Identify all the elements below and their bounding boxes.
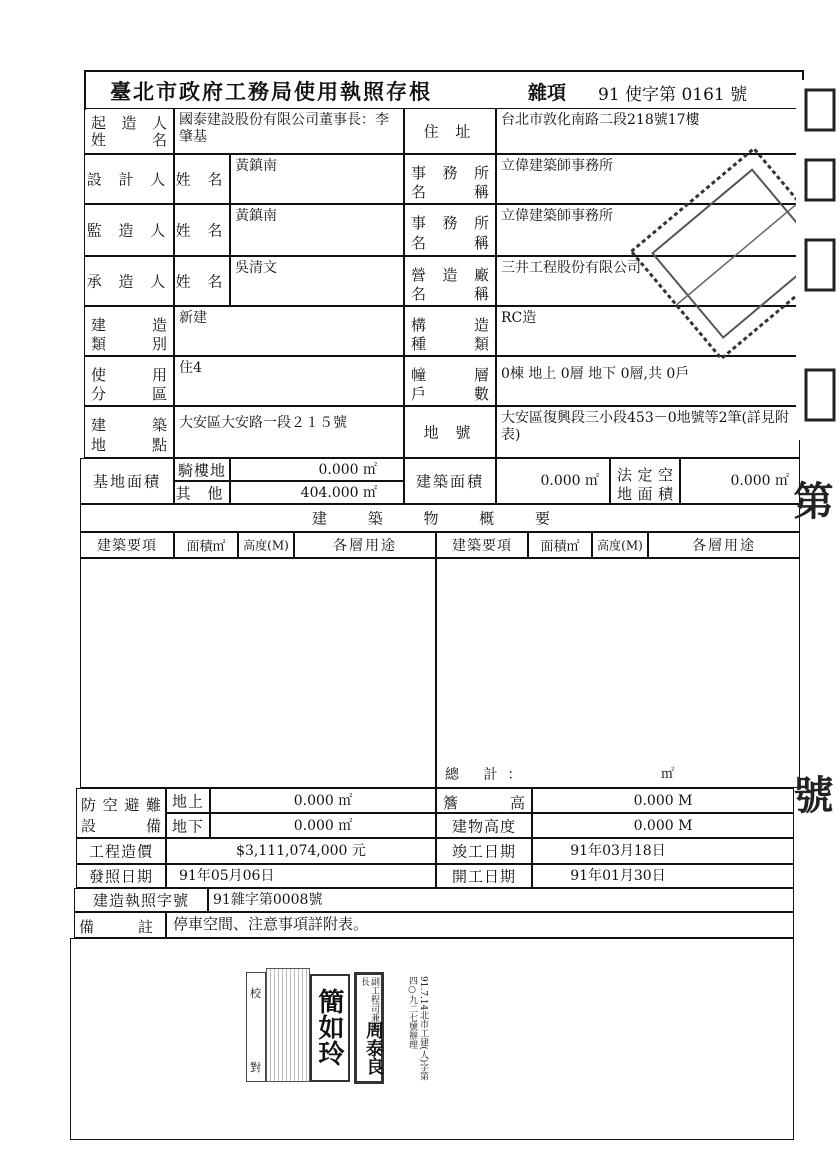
applicant-value: 國泰建設股份有限公司董事長：李肇基: [174, 108, 404, 154]
structure-value: RC造: [496, 306, 800, 356]
designer-office-label: 事 務 所 名 稱: [404, 154, 496, 204]
approval-stamps: [246, 968, 430, 1088]
supervisor-office: 立偉建築師事務所: [496, 204, 800, 256]
start-date-value: 91年01月30日: [532, 864, 794, 888]
permit-number: 91 使字第 0161 號: [598, 85, 748, 105]
remarks-value: 停車空間、注意事項詳附表。: [166, 912, 794, 938]
building-type-label: 建 造 類 別: [84, 306, 174, 356]
issue-date-label: 發照日期: [76, 864, 166, 888]
permit-label: 建造執照字號: [74, 888, 208, 912]
clerk-seal: [266, 968, 310, 1082]
address-value: 台北市敦化南路二段218號17樓: [496, 108, 800, 154]
cost-label: 工程造價: [76, 838, 166, 864]
base-area-label: 基地面積: [80, 458, 174, 504]
designer-name: 黃鎮南: [230, 154, 404, 204]
summary-header: 建 築 物 概 要: [80, 504, 800, 532]
remarks-label: 備 註: [74, 912, 166, 938]
eaves-value: 0.000 M: [532, 788, 794, 813]
issue-date-value: 91年05月06日: [166, 864, 436, 888]
shelter-above-label: 地上: [166, 788, 210, 813]
lot-value: 大安區復興段三小段453－0地號等2筆(詳見附表): [496, 406, 800, 458]
contractor-company-label: 營 造 廠 名 稱: [404, 256, 496, 306]
margin-text: 第 號: [787, 480, 834, 934]
floors-label: 幢 層 戶 數: [404, 356, 496, 406]
applicant-label: 起 造 人 姓 名: [84, 108, 174, 154]
other-label: 其 他: [174, 481, 230, 504]
permit-type: 雜項: [528, 82, 567, 104]
usage-zone-label: 使 用 分 區: [84, 356, 174, 406]
building-height-value: 0.000 M: [532, 813, 794, 838]
check-label: 校: [250, 987, 261, 1000]
arcade-value: 0.000 ㎡: [230, 458, 404, 481]
cost-value: $3,111,074,000 元: [166, 838, 436, 864]
designer-name-label: 姓 名: [174, 154, 230, 204]
building-area-label: 建築面積: [404, 458, 496, 504]
permit-value: 91雜字第0008號: [208, 888, 794, 912]
supervisor-label: 監 造 人: [84, 204, 174, 256]
supervisor-office-label: 事 務 所 名 稱: [404, 204, 496, 256]
completion-value: 91年03月18日: [532, 838, 794, 864]
shelter-below-label: 地下: [166, 813, 210, 838]
site-value: 大安區大安路一段２１５號: [174, 406, 404, 458]
summary-col-height-left: 高度(M): [238, 532, 294, 558]
summary-col-usage-left: 各層用途: [294, 532, 436, 558]
bottom-frame: [70, 938, 794, 1140]
shelter-above-value: 0.000 ㎡: [210, 788, 436, 813]
designer-label: 設 計 人: [84, 154, 174, 204]
supervisor-name-label: 姓 名: [174, 204, 230, 256]
seal-zhou: 副工程司兼股長 周泰良: [354, 972, 384, 1084]
contractor-name: 吳清文: [230, 256, 404, 306]
summary-body-right: [436, 558, 800, 788]
building-height-label: 建物高度: [436, 813, 532, 838]
contractor-company: 三井工程股份有限公司: [496, 256, 800, 306]
diagonal-seal: [620, 70, 840, 450]
summary-col-usage-right: 各層用途: [648, 532, 800, 558]
arcade-label: 騎樓地: [174, 458, 230, 481]
floors-value: 0棟 地上 0層 地下 0層,共 0戶: [496, 356, 800, 406]
completion-label: 竣工日期: [436, 838, 532, 864]
eaves-label: 簷 高: [436, 788, 532, 813]
address-label: 住 址: [404, 108, 496, 154]
summary-col-item-left: 建築要項: [80, 532, 174, 558]
shelter-label: 防空避難 設 備: [76, 788, 166, 838]
shelter-below-value: 0.000 ㎡: [210, 813, 436, 838]
summary-col-height-right: 高度(M): [592, 532, 648, 558]
contractor-name-label: 姓 名: [174, 256, 230, 306]
contractor-label: 承 造 人: [84, 256, 174, 306]
building-type-value: 新建: [174, 306, 404, 356]
lot-label: 地 號: [404, 406, 496, 458]
usage-zone-value: 住4: [174, 356, 404, 406]
open-space-value: 0.000 ㎡: [680, 458, 800, 504]
start-date-label: 開工日期: [436, 864, 532, 888]
open-space-label: 法定空 地面積: [610, 458, 680, 504]
check-stamp-frame: [246, 972, 266, 1082]
structure-label: 構 造 種 類: [404, 306, 496, 356]
summary-col-item-right: 建築要項: [436, 532, 528, 558]
summary-body-left: [80, 558, 436, 788]
summary-col-area-right: 面積㎡: [528, 532, 592, 558]
document-title: 臺北市政府工務局使用執照存根: [110, 79, 432, 104]
approval-reference: 91.7.14北市工建(人)字第四○九二七號辦理: [407, 976, 428, 1081]
building-area-value: 0.000 ㎡: [496, 458, 610, 504]
designer-office: 立偉建築師事務所: [496, 154, 800, 204]
summary-total-unit: ㎡: [661, 767, 675, 782]
other-value: 404.000 ㎡: [230, 481, 404, 504]
check-label-2: 對: [250, 1061, 261, 1074]
summary-col-area-left: 面積㎡: [174, 532, 238, 558]
seal-jian: 簡如玲: [310, 974, 350, 1082]
summary-total-label: 總 計：: [445, 767, 532, 783]
site-label: 建 築 地 點: [84, 406, 174, 458]
supervisor-name: 黃鎮南: [230, 204, 404, 256]
